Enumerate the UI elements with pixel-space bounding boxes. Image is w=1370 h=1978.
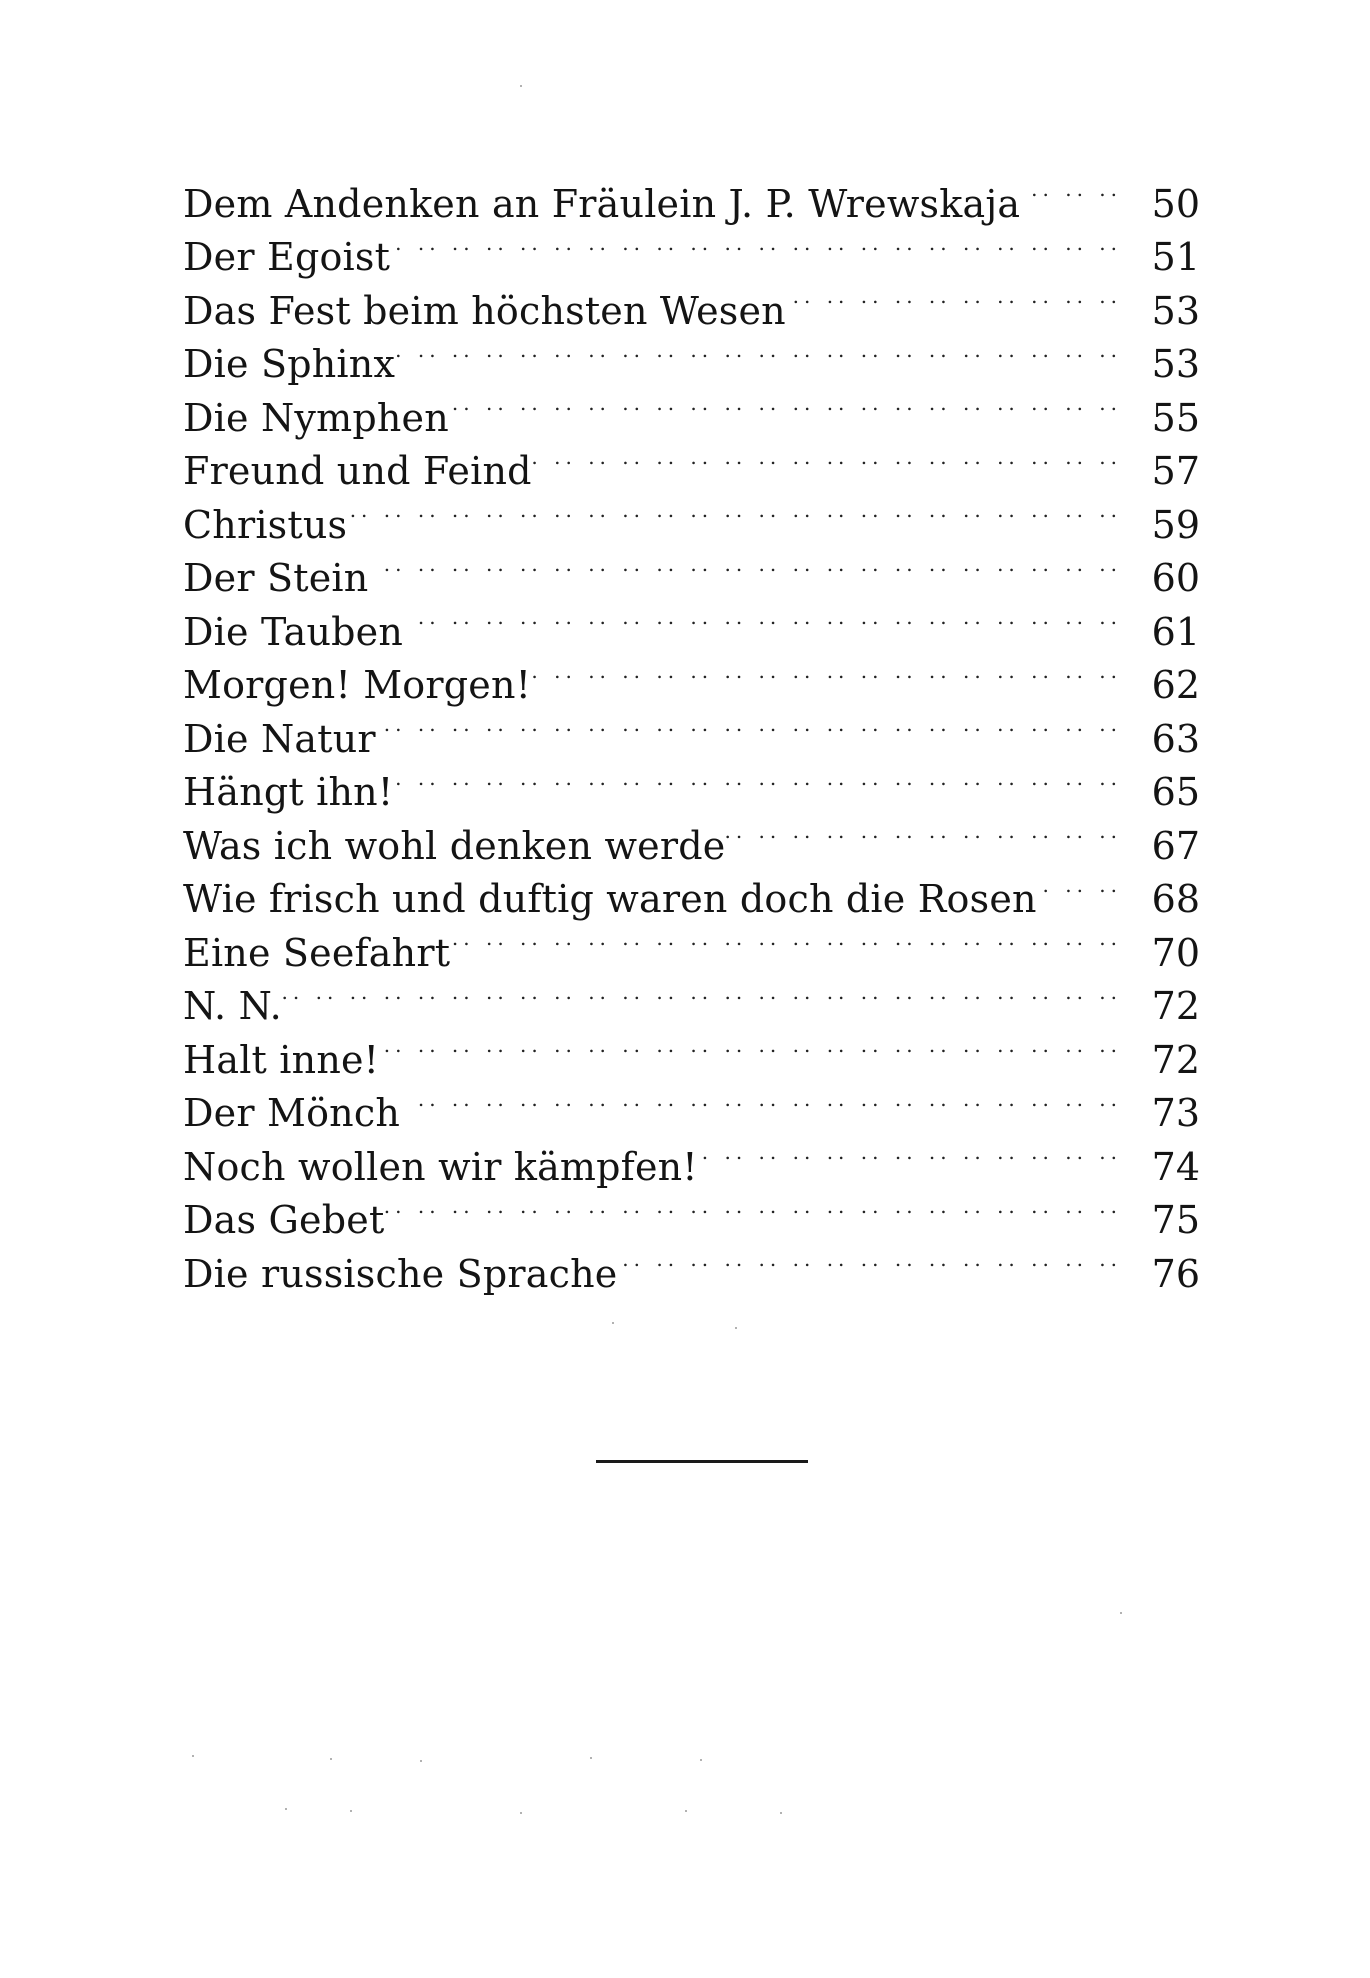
toc-entry-page: 61 <box>1151 609 1200 654</box>
toc-entry-page: 73 <box>1151 1091 1200 1135</box>
toc-entry-page: 76 <box>1151 1251 1200 1296</box>
dot-leader <box>376 698 1136 752</box>
dot-leader <box>531 645 1136 699</box>
toc-entry-title: Eine Seefahrt <box>183 930 451 975</box>
toc-entry-page: 51 <box>1151 235 1200 279</box>
toc-entry-page: 62 <box>1151 663 1200 707</box>
toc-entry-page: 74 <box>1151 1144 1200 1189</box>
toc-entry-page: 70 <box>1151 930 1200 975</box>
dot-leader <box>449 377 1136 431</box>
toc-entry[interactable] <box>183 966 1200 1028</box>
dot-leader <box>1020 163 1136 217</box>
scan-speck <box>685 1810 687 1812</box>
toc-entry-page: 60 <box>1151 556 1200 600</box>
dot-leader <box>786 270 1136 324</box>
toc-entry-title: Hängt ihn! <box>183 770 394 814</box>
dot-leader <box>347 484 1136 538</box>
toc-entry-title: Morgen! Morgen! <box>183 663 532 707</box>
dot-leader <box>617 1233 1136 1287</box>
toc-entry-page: 75 <box>1151 1198 1200 1242</box>
dot-leader <box>698 1126 1136 1180</box>
toc-entry-title: Die Nymphen <box>183 395 449 440</box>
toc-entry-title: Das Fest beim höchsten Wesen <box>183 288 786 333</box>
dot-leader <box>1037 859 1136 913</box>
scan-speck <box>780 1812 782 1814</box>
toc-entry-title: Der Stein <box>183 556 369 600</box>
ornamental-rule <box>596 1460 808 1463</box>
dot-leader <box>725 805 1136 859</box>
toc-entry-page: 65 <box>1151 770 1200 814</box>
toc-entry-page: 53 <box>1151 288 1200 333</box>
toc-entry-page: 68 <box>1151 877 1200 921</box>
toc-entry-title: Die Natur <box>183 716 376 761</box>
dot-leader <box>390 217 1136 271</box>
scan-speck <box>330 1758 332 1760</box>
toc-entry-title: Noch wollen wir kämpfen! <box>183 1144 698 1189</box>
toc-entry-title: N. N. <box>183 984 282 1028</box>
scan-speck <box>1120 1612 1122 1614</box>
toc-entry-title: Der Mönch <box>183 1091 401 1135</box>
toc-entry-title: Das Gebet <box>183 1198 385 1242</box>
toc-entry-title: Die russische Sprache <box>183 1251 618 1296</box>
toc-entry-title: Die Sphinx <box>183 342 396 386</box>
toc-entry[interactable] <box>183 1019 1200 1082</box>
scan-speck <box>285 1808 287 1810</box>
toc-entry-title: Christus <box>183 502 348 547</box>
toc-entry-title: Halt inne! <box>183 1037 380 1082</box>
scan-speck <box>590 1757 592 1759</box>
dot-leader <box>368 538 1136 592</box>
toc-entry-page: 53 <box>1151 342 1200 386</box>
toc-entry-title: Der Egoist <box>183 235 391 279</box>
dot-leader <box>384 1180 1136 1234</box>
toc-entry-page: 63 <box>1151 716 1200 761</box>
toc-entry[interactable] <box>183 163 1200 226</box>
dot-leader <box>400 1073 1136 1127</box>
dot-leader <box>393 752 1136 806</box>
toc-entry-page: 55 <box>1151 395 1200 440</box>
toc-entry-page: 67 <box>1151 823 1200 868</box>
dot-leader <box>379 1019 1136 1073</box>
toc-entry-title: Wie frisch und duftig waren doch die Rosen <box>183 877 1037 921</box>
scan-speck <box>612 1322 614 1324</box>
scan-speck <box>420 1760 422 1762</box>
scan-speck <box>192 1755 194 1757</box>
dot-leader <box>395 324 1136 378</box>
scan-speck <box>520 1812 522 1814</box>
toc-entry-page: 72 <box>1151 1037 1200 1082</box>
toc-entry-title: Was ich wohl denken werde <box>183 823 726 868</box>
toc-entry-page: 57 <box>1151 449 1200 493</box>
scan-speck <box>700 1759 702 1761</box>
dot-leader <box>450 912 1136 966</box>
toc-entry-title: Dem Andenken an Fräulein J. P. Wrewskaja <box>183 181 1021 226</box>
dot-leader <box>403 591 1136 645</box>
scan-speck <box>735 1327 737 1329</box>
toc-entry-page: 72 <box>1151 984 1200 1028</box>
dot-leader <box>282 966 1136 1020</box>
toc-entry-title: Die Tauben <box>183 609 403 654</box>
table-of-contents <box>183 163 1200 1296</box>
dot-leader <box>532 431 1136 485</box>
scan-speck <box>520 85 522 87</box>
toc-entry-page: 59 <box>1151 502 1200 547</box>
toc-entry-page: 50 <box>1151 181 1200 226</box>
scan-speck <box>350 1810 352 1812</box>
toc-entry-title: Freund und Feind <box>183 449 532 493</box>
